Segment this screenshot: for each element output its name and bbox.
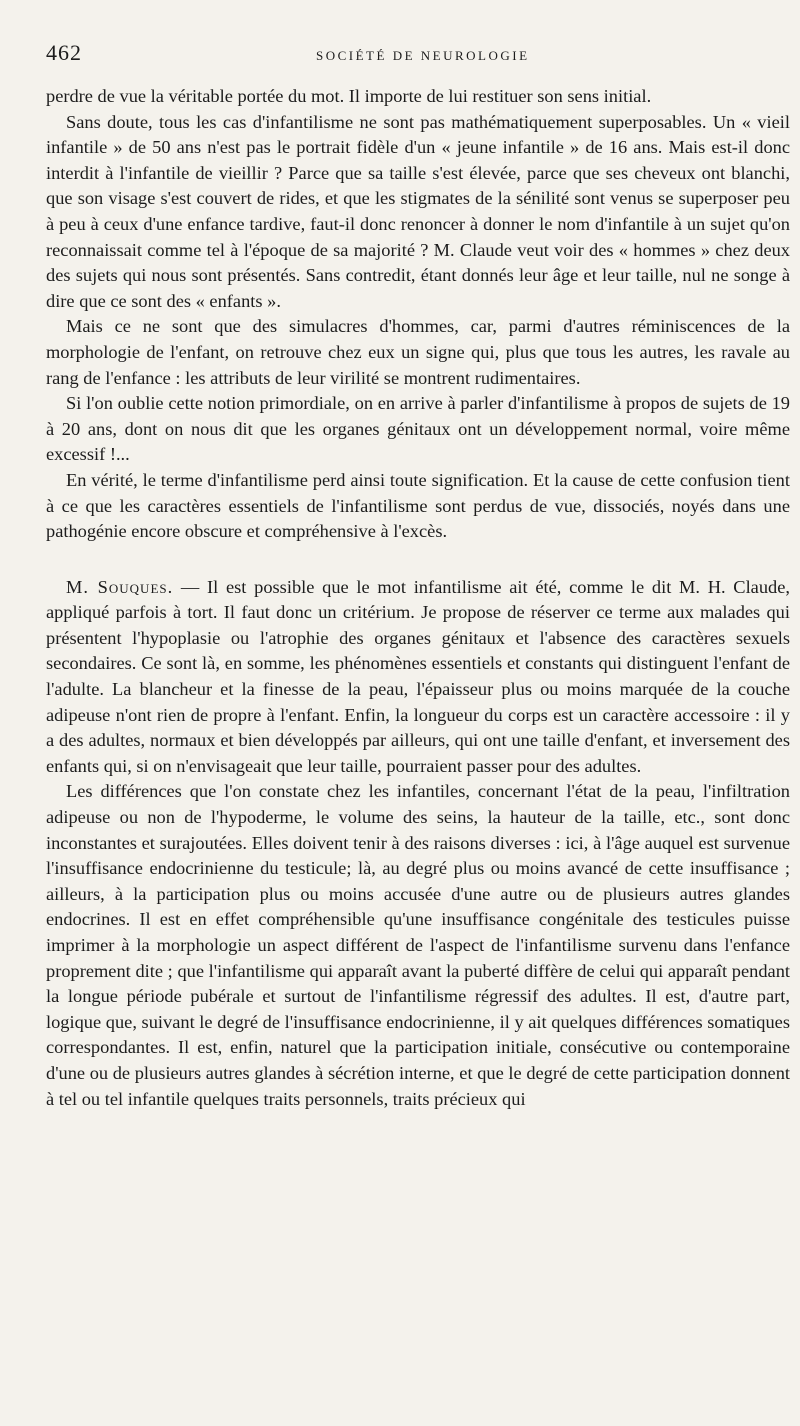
speaker-dash: — <box>173 576 208 597</box>
page-number: 462 <box>46 40 82 65</box>
page-header <box>46 40 790 76</box>
page-body <box>46 84 790 1112</box>
paragraph-confusion: En vérité, le terme d'infantilisme perd ainsi toute signification. Et la cause de cette confusion tient à ce que les caractères essentiels de l'infantilisme sont perdus de vue, dissociés, noyés dans une pathogénie encore obscure et compréhensive à l'excès. <box>46 469 790 542</box>
paragraph-infantilism-cases: Sans doute, tous les cas d'infantilisme ne sont pas mathématiquement superposables. Un « vieil infantile » de 50 ans n'est pas le portrait fidèle d'un « jeune infantile » de 16 ans. Mais est-il donc interdit à l'infantile de vieillir ? Parce que sa taille s'est élevée, parce que ses cheveux ont blanchi, que son visage s'est couvert de rides, et que les stigmates de la sénilité sont venus se superposer peu à peu à ceux d'une enfance tardive, faut-il donc renoncer à donner le nom d'infantile à un sujet qu'on reconnaissait comme tel à l'époque de sa majorité ? M. Claude veut voir des « hommes » chez deux des sujets qui nous sont présentés. Sans contredit, étant donnés leur âge et leur taille, nul ne songe à dire que ce sont des « enfants ». <box>46 111 790 311</box>
speaker-name: M. Souques. <box>66 576 174 597</box>
paragraph-continuation: perdre de vue la véritable portée du mot. Il importe de lui restituer son sens initial. <box>46 86 652 106</box>
running-title: SOCIÉTÉ DE NEUROLOGIE <box>316 48 530 63</box>
paragraph-forgotten-notion: Si l'on oublie cette notion primordiale, on en arrive à parler d'infantilisme à propos de sujets de 19 à 20 ans, dont on nous dit que les organes génitaux ont un développement normal, voire même excessif !... <box>46 393 790 465</box>
souques-text: Il est possible que le mot infantilisme ait été, comme le dit M. H. Claude, appliqué parfois à tort. Il faut donc un critérium. Je propose de réserver ce terme aux malades qui présentent l'hypoplasie ou l'atrophie des organes génitaux et l'absence des caractères sexuels secondaires. Ce sont là, en somme, les phénomènes essentiels et constants qui distinguent l'enfant de l'adulte. La blancheur et la finesse de la peau, l'épaisseur plus ou moins marquée de la couche adipeuse n'ont rien de propre à l'enfant. Enfin, la longueur du corps est un caractère accessoire : il y a des adultes, normaux et bien développés par ailleurs, qui ont une taille d'enfant, et inversement des enfants qui, si on n'envisageait que leur taille, pourraient passer pour des adultes. <box>46 576 790 776</box>
paragraph-differences: Les différences que l'on constate chez les infantiles, concernant l'état de la peau, l'infiltration adipeuse ou non de l'hypoderme, le volume des seins, la hauteur de la taille, etc., sont donc inconstantes et surajoutées. Elles doivent tenir à des raisons diverses : ici, à l'âge auquel est survenue l'insuffisance endocrinienne du testicule; là, au degré plus ou moins avancé de cette insuffisance ; ailleurs, à la participation plus ou moins accusée d'une autre ou de plusieurs autres glandes endocrines. Il est en effet compréhensible qu'une insuffisance congénitale des testicules puisse imprimer à la morphologie un aspect différent de l'aspect de l'infantilisme survenu dans l'enfance proprement dite ; que l'infantilisme qui apparaît avant la puberté diffère de celui qui apparaît pendant la longue période pubérale et surtout de l'infantilisme régressif des adultes. Il est, d'autre part, logique que, suivant le degré de l'insuffisance endocrinienne, il y ait quelques différences somatiques correspondantes. Il est, enfin, naturel que la participation initiale, consécutive ou contemporaine d'une ou de plusieurs autres glandes à sécrétion interne, et que le degré de cette participation donnent à tel ou tel infantile quelques traits personnels, traits précieux qui <box>46 781 790 1109</box>
paragraph-souques-reply <box>46 575 790 780</box>
paragraph-simulacra: Mais ce ne sont que des simulacres d'hommes, car, parmi d'autres réminiscences de la morphologie de l'enfant, on retrouve chez eux un signe qui, plus que tous les autres, les ravale au rang de l'enfance : les attributs de leur virilité se montrent rudimentaires. <box>46 316 790 388</box>
